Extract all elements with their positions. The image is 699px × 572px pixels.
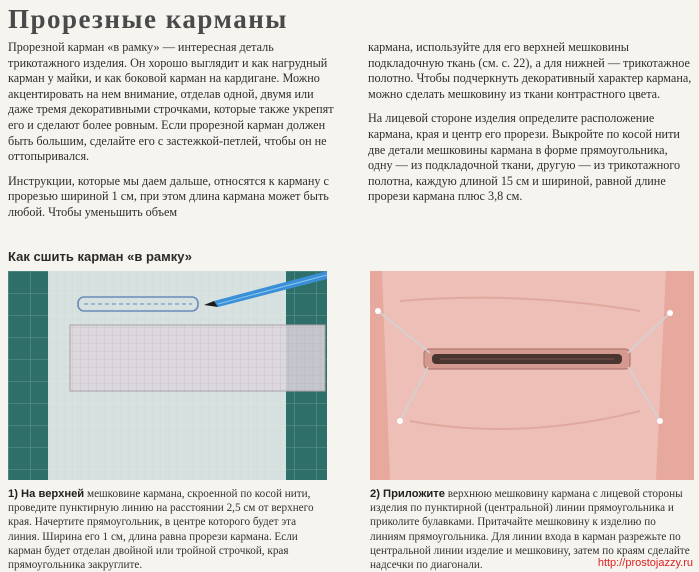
right-text-column <box>368 40 694 214</box>
caption-text: мешковине кармана, скроенной по косой нити, проведите пунктирную линию на расстоянии 2,5 см от верхнего края. Начертите прямоугольник, в центре которого будет эта линия. Ширина его 1 см, длина равна прорези кармана. Если карман будет отделан двойной или тройной строчкой, края прямоугольника закруглите. <box>8 488 314 572</box>
paragraph: Инструкции, которые мы даем дальше, относятся к карману с прорезью шириной 1 см, при этом длина кармана может быть любой. Чтобы уменьшить объем <box>8 173 329 219</box>
paragraph: На лицевой стороне изделия определите расположение кармана, края и центр его прорези. Выкройте по косой нити две детали мешковины кармана в форме прямоугольника, одну — из подкладочной ткани, другую — из трикотажного полотна, каждую длиной 15 см и шириной, равной длине прорези кармана плюс 3,8 см. <box>368 111 681 204</box>
photo-mat-with-pocket-pattern <box>8 271 327 480</box>
fabric-pocket-illustration <box>370 271 694 480</box>
caption-step-lead: 2) Приложите <box>370 488 445 500</box>
cutting-mat-illustration <box>8 271 327 480</box>
watermark-url: http://prostojazzy.ru <box>597 557 693 569</box>
section-subheading: Как сшить карман «в рамку» <box>8 249 193 264</box>
paragraph: кармана, используйте для его верхней мешковины подкладочную ткань (см. с. 22), а для нижней — трикотажное полотно. Чтобы подчеркнуть декоративный характер кармана, можно сделать мешковину из ткани контрастного цвета. <box>368 40 692 101</box>
photo-pink-fabric-pocket <box>370 271 694 480</box>
caption-step-lead: 1) На верхней <box>8 488 85 500</box>
left-text-column <box>8 40 338 230</box>
page-title: Прорезные карманы <box>8 4 288 34</box>
photo-caption <box>8 487 330 572</box>
paragraph: Прорезной карман «в рамку» — интересная деталь трикотажного изделия. Он хорошо выглядит и как нагрудный карман у майки, и как боковой карман на кардигане. Можно акцентировать на нем внимание, отделав одной, двумя или даже тремя декоративными строчками, которые также укрепят его и сделают более ровным. Если прорезной карман должен быть большим, сделайте его с застежкой-петлей, чтобы он не оттопыривался. <box>8 40 334 164</box>
caption-text: верхнюю мешковину кармана с лицевой стороны изделия по пунктирной (центральной) линии прямоугольника и приколите булавками. Притачайте мешковину к изделию по линиям прямоугольника. Для линии входа в карман разрежьте по центральной линии изделие и мешковину, затем по краям сделайте надсечки по диагонали. <box>370 488 690 572</box>
sewn-pocket-opening <box>424 349 630 369</box>
